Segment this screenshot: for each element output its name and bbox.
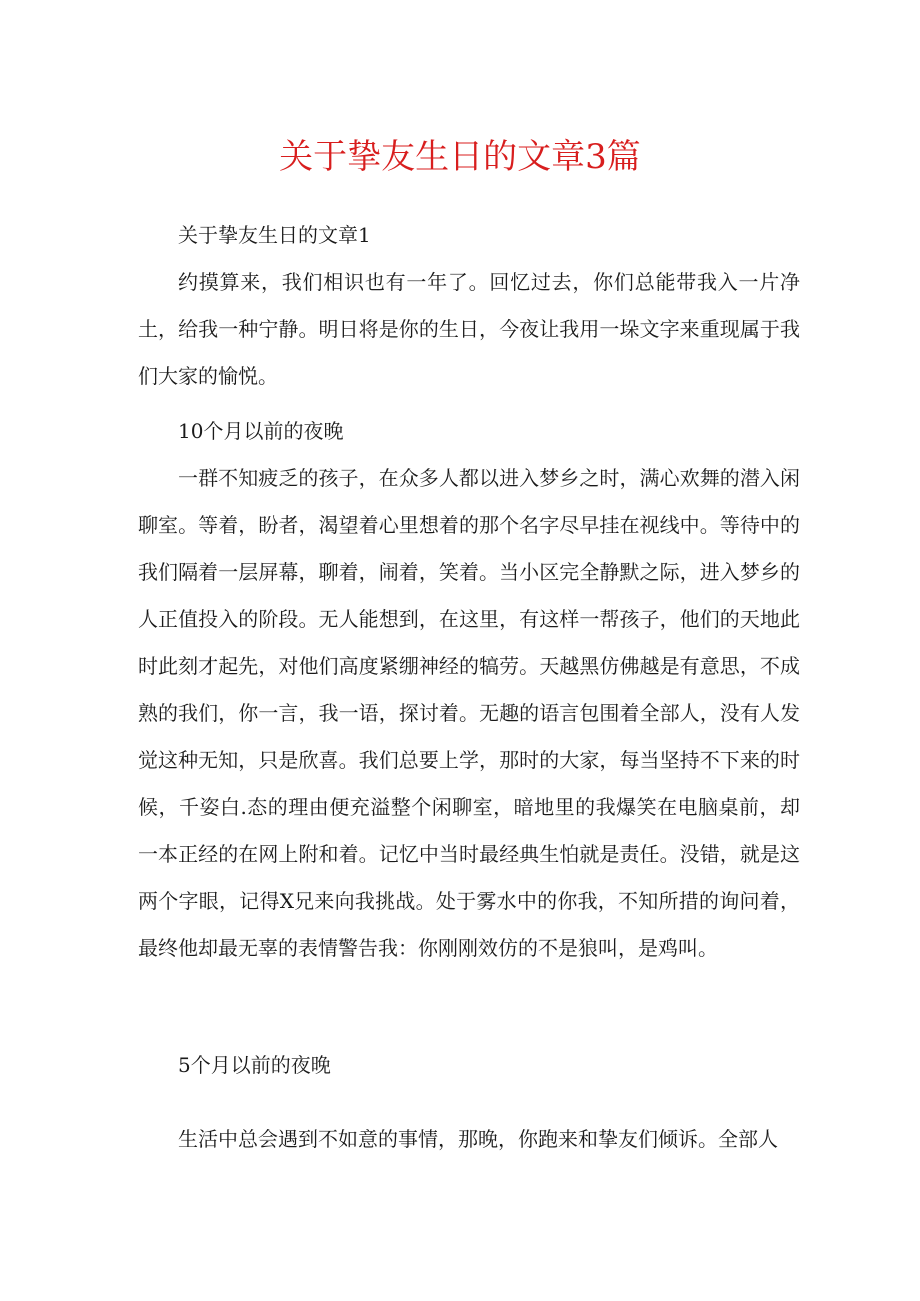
paragraph-3: 生活中总会遇到不如意的事情，那晚，你跑来和挚友们倾诉。全部人: [178, 1127, 778, 1151]
paragraph-2: 一群不知疲乏的孩子，在众多人都以进入梦乡之时，满心欢舞的潜入闲聊室。等着，盼者，渴望着心里想着的那个名字尽早挂在视线中。等待中的我们隔着一层屏幕，聊着，闹着，笑着。当小区完全静默之际，进入梦乡的人正值投入的阶段。无人能想到，在这里，有这样一帮孩子，他们的天地此时此刻才起先，对他们高度紧绷神经的犒劳。天越黑仿佛越是有意思，不成熟的我们，你一言，我一语，探讨着。无趣的语言包围着全部人，没有人发觉这种无知，只是欣喜。我们总要上学，那时的大家，每当坚持不下来的时候，千姿白.态的理由便充溢整个闲聊室，暗地里的我爆笑在电脑桌前，却一本正经的在网上附和着。记忆中当时最经典生怕就是责任。没错，就是这两个字眼，记得X兄来向我挑战。处于雾水中的你我，不知所措的询问着，最终他却最无辜的表情警告我：你刚刚效仿的不是狼叫，是鸡叫。: [138, 466, 800, 960]
subheading-5-months: 5个月以前的夜晚: [178, 1053, 331, 1077]
paragraph-1: 约摸算来，我们相识也有一年了。回忆过去，你们总能带我入一片净土，给我一种宁静。明日将是你的生日，今夜让我用一垛文字来重现属于我们大家的愉悦。: [138, 270, 800, 388]
document-title: 关于挚友生日的文章3篇: [279, 137, 641, 177]
subheading-10-months: 10个月以前的夜晚: [178, 419, 344, 443]
section-heading-1: 关于挚友生日的文章1: [178, 223, 371, 247]
